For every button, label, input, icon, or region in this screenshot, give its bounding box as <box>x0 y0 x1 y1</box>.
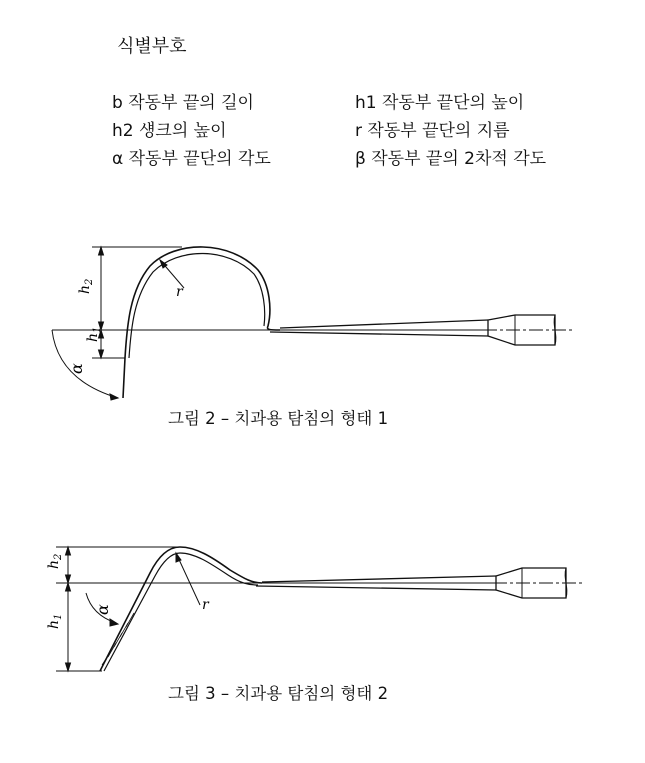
handle <box>488 315 555 345</box>
legend-item-alpha: α 작동부 끝단의 각도 <box>112 149 271 169</box>
legend-item-h1: h1 작동부 끝단의 높이 <box>355 93 525 113</box>
figure-2-caption: 그림 2 – 치과용 탐침의 형태 1 <box>168 409 389 428</box>
h1-label: $h_1$ <box>46 613 64 629</box>
shank-top <box>280 320 488 328</box>
legend-item-beta: β 작동부 끝의 2차적 각도 <box>355 149 547 169</box>
shank-bottom <box>270 332 488 336</box>
figure-3-caption: 그림 3 – 치과용 탐침의 형태 2 <box>168 684 389 703</box>
h2-label: $h_2$ <box>46 553 64 569</box>
legend-item-b: b 작동부 끝의 길이 <box>112 93 254 113</box>
alpha-label: α <box>67 363 86 374</box>
explorer-hook-outer <box>123 247 280 398</box>
h2-label: $h_2$ <box>77 278 95 294</box>
r-label: r <box>176 284 183 300</box>
figure-3-diagram <box>0 535 645 685</box>
explorer-hook-inner <box>129 253 265 358</box>
figure-2-diagram <box>0 230 645 405</box>
h1-label: $h_1$ <box>85 326 103 342</box>
alpha-label: α <box>93 604 112 615</box>
shank-bottom <box>256 586 496 590</box>
explorer-hook-inner <box>104 553 258 671</box>
shank-top <box>262 576 496 582</box>
legend-item-r: r 작동부 끝단의 지름 <box>355 121 510 141</box>
legend-item-h2: h2 섕크의 높이 <box>112 121 227 141</box>
r-label: r <box>202 597 209 613</box>
legend-title: 식별부호 <box>117 36 187 57</box>
explorer-hook-outer <box>100 547 262 671</box>
